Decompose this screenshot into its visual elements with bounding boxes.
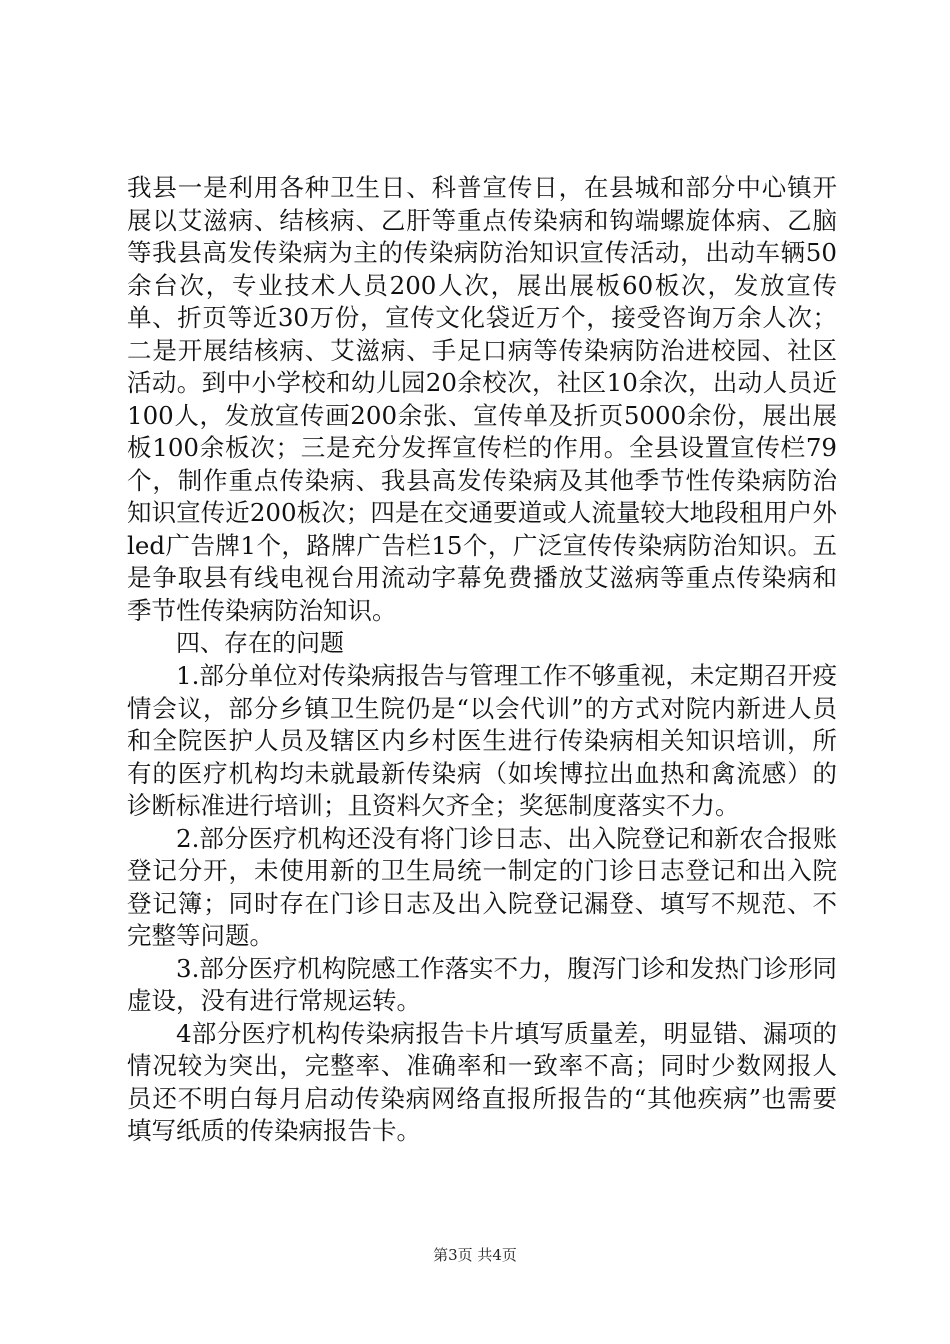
problem-item-3: 3.部分医疗机构院感工作落实不力，腹泻门诊和发热门诊形同虚设，没有进行常规运转。 bbox=[127, 953, 837, 1015]
page-number-label: 第3页 共4页 bbox=[433, 1246, 517, 1264]
problem-item-2: 2.部分医疗机构还没有将门诊日志、出入院登记和新农合报账登记分开，未使用新的卫生局统一制定的门诊日志登记和出入院登记簿；同时存在门诊日志及出入院登记漏登、填写不规范、不完整等问题。 bbox=[127, 823, 837, 950]
document-body bbox=[127, 172, 837, 1148]
problem-item-4: 4部分医疗机构传染病报告卡片填写质量差，明显错、漏项的情况较为突出，完整率、准确率和一致率不高；同时少数网报人员还不明白每月启动传染病网络直报所报告的“其他疾病”也需要填写纸质的传染病报告卡。 bbox=[127, 1018, 837, 1145]
intro-paragraph: 我县一是利用各种卫生日、科普宣传日，在县城和部分中心镇开展以艾滋病、结核病、乙肝等重点传染病和钩端螺旋体病、乙脑等我县高发传染病为主的传染病防治知识宣传活动，出动车辆50余台次，专业技术人员200人次，展出展板60板次，发放宣传单、折页等近30万份，宣传文化袋近万个，接受咨询万余人次；二是开展结核病、艾滋病、手足口病等传染病防治进校园、社区活动。到中小学校和幼儿园20余校次，社区10余次，出动人员近100人，发放宣传画200余张、宣传单及折页5000余份，展出展板100余板次；三是充分发挥宣传栏的作用。全县设置宣传栏79个，制作重点传染病、我县高发传染病及其他季节性传染病防治知识宣传近200板次；四是在交通要道或人流量较大地段租用户外led广告牌1个，路牌广告栏15个，广泛宣传传染病防治知识。五是争取县有线电视台用流动字幕免费播放艾滋病等重点传染病和季节性传染病防治知识。 bbox=[127, 173, 837, 625]
page-footer bbox=[0, 1245, 950, 1265]
section-heading: 四、存在的问题 bbox=[176, 629, 344, 657]
problem-item-1: 1.部分单位对传染病报告与管理工作不够重视，未定期召开疫情会议，部分乡镇卫生院仍是“以会代训”的方式对院内新进人员和全院医护人员及辖区内乡村医生进行传染病相关知识培训，所有的医疗机构均未就最新传染病（如埃博拉出血热和禽流感）的诊断标准进行培训；且资料欠齐全；奖惩制度落实不力。 bbox=[127, 661, 837, 820]
